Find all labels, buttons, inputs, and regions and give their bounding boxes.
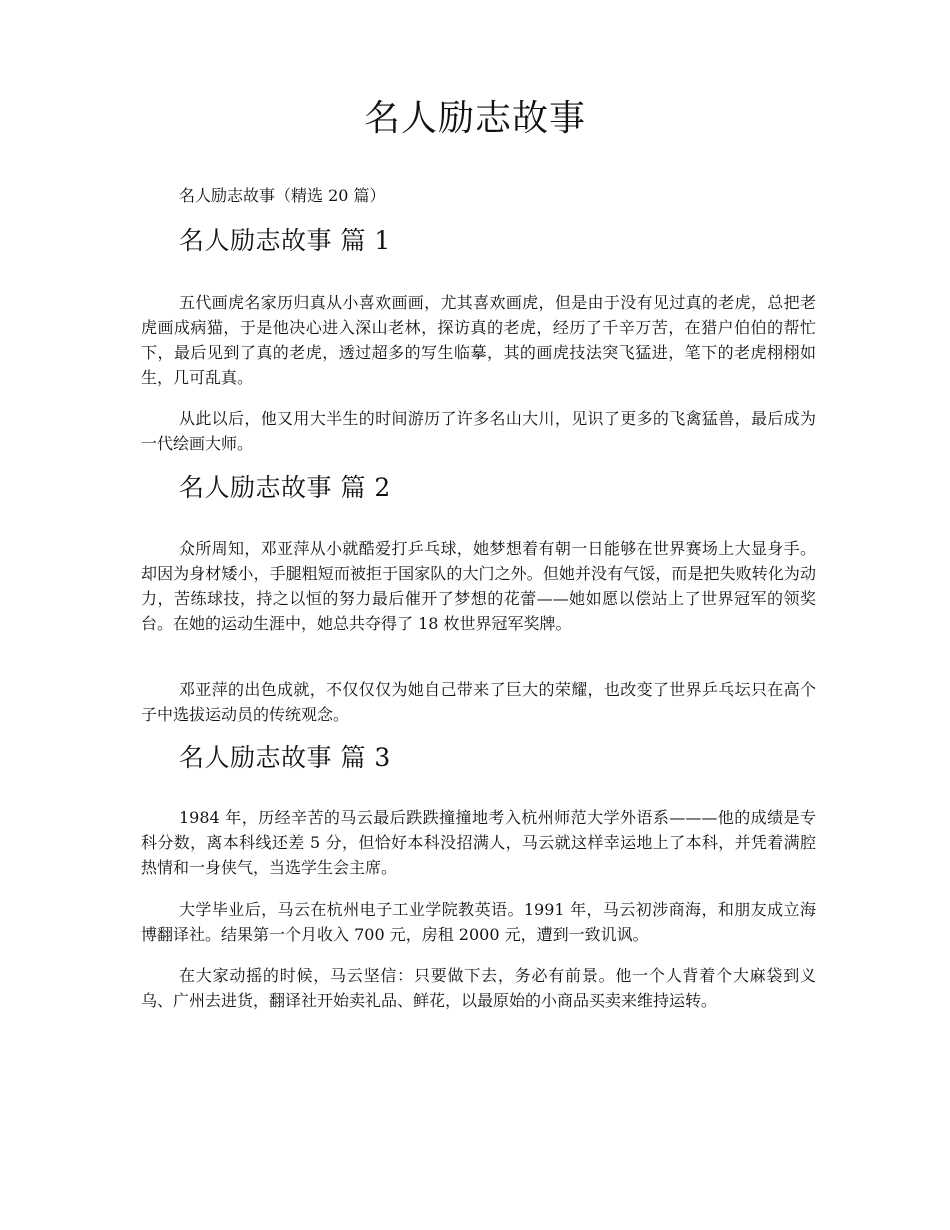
section-1-paragraph-2: 从此以后，他又用大半生的时间游历了许多名山大川，见识了更多的飞禽猛兽，最后成为一代绘画大师。 [141, 409, 816, 453]
section-3-paragraph-1: 1984 年，历经辛苦的马云最后跌跌撞撞地考入杭州师范大学外语系———他的成绩是专科分数，离本科线还差 5 分，但恰好本科没招满人，马云就这样幸运地上了本科，并凭着满腔热情和一身侠气，当选学生会主席。 [141, 808, 816, 877]
document-subtitle: 名人励志故事（精选 20 篇） [179, 186, 386, 205]
section-3-paragraph-3: 在大家动摇的时候，马云坚信：只要做下去，务必有前景。他一个人背着个大麻袋到义乌、广州去进货，翻译社开始卖礼品、鲜花，以最原始的小商品买卖来维持运转。 [141, 966, 816, 1010]
section-1-paragraph-1: 五代画虎名家历归真从小喜欢画画，尤其喜欢画虎，但是由于没有见过真的老虎，总把老虎画成病猫，于是他决心进入深山老林，探访真的老虎，经历了千辛万苦，在猎户伯伯的帮忙下，最后见到了真的老虎，透过超多的写生临摹，其的画虎技法突飞猛进，笔下的老虎栩栩如生，几可乱真。 [141, 293, 816, 387]
document-title: 名人励志故事 [363, 98, 586, 139]
section-3-paragraph-2: 大学毕业后，马云在杭州电子工业学院教英语。1991 年，马云初涉商海，和朋友成立海博翻译社。结果第一个月收入 700 元，房租 2000 元，遭到一致讥讽。 [141, 900, 816, 944]
section-2-paragraph-2: 邓亚萍的出色成就，不仅仅仅为她自己带来了巨大的荣耀，也改变了世界乒乓坛只在高个子中选拔运动员的传统观念。 [141, 680, 816, 724]
section-heading-3: 名人励志故事 篇 3 [179, 743, 391, 772]
section-2-paragraph-1: 众所周知，邓亚萍从小就酷爱打乒乓球，她梦想着有朝一日能够在世界赛场上大显身手。却因为身材矮小，手腿粗短而被拒于国家队的大门之外。但她并没有气馁，而是把失败转化为动力，苦练球技，持之以恒的努力最后催开了梦想的花蕾——她如愿以偿站上了世界冠军的领奖台。在她的运动生涯中，她总共夺得了 18 枚世界冠军奖牌。 [141, 539, 816, 633]
section-heading-1: 名人励志故事 篇 1 [179, 226, 391, 255]
section-heading-2: 名人励志故事 篇 2 [179, 473, 391, 502]
